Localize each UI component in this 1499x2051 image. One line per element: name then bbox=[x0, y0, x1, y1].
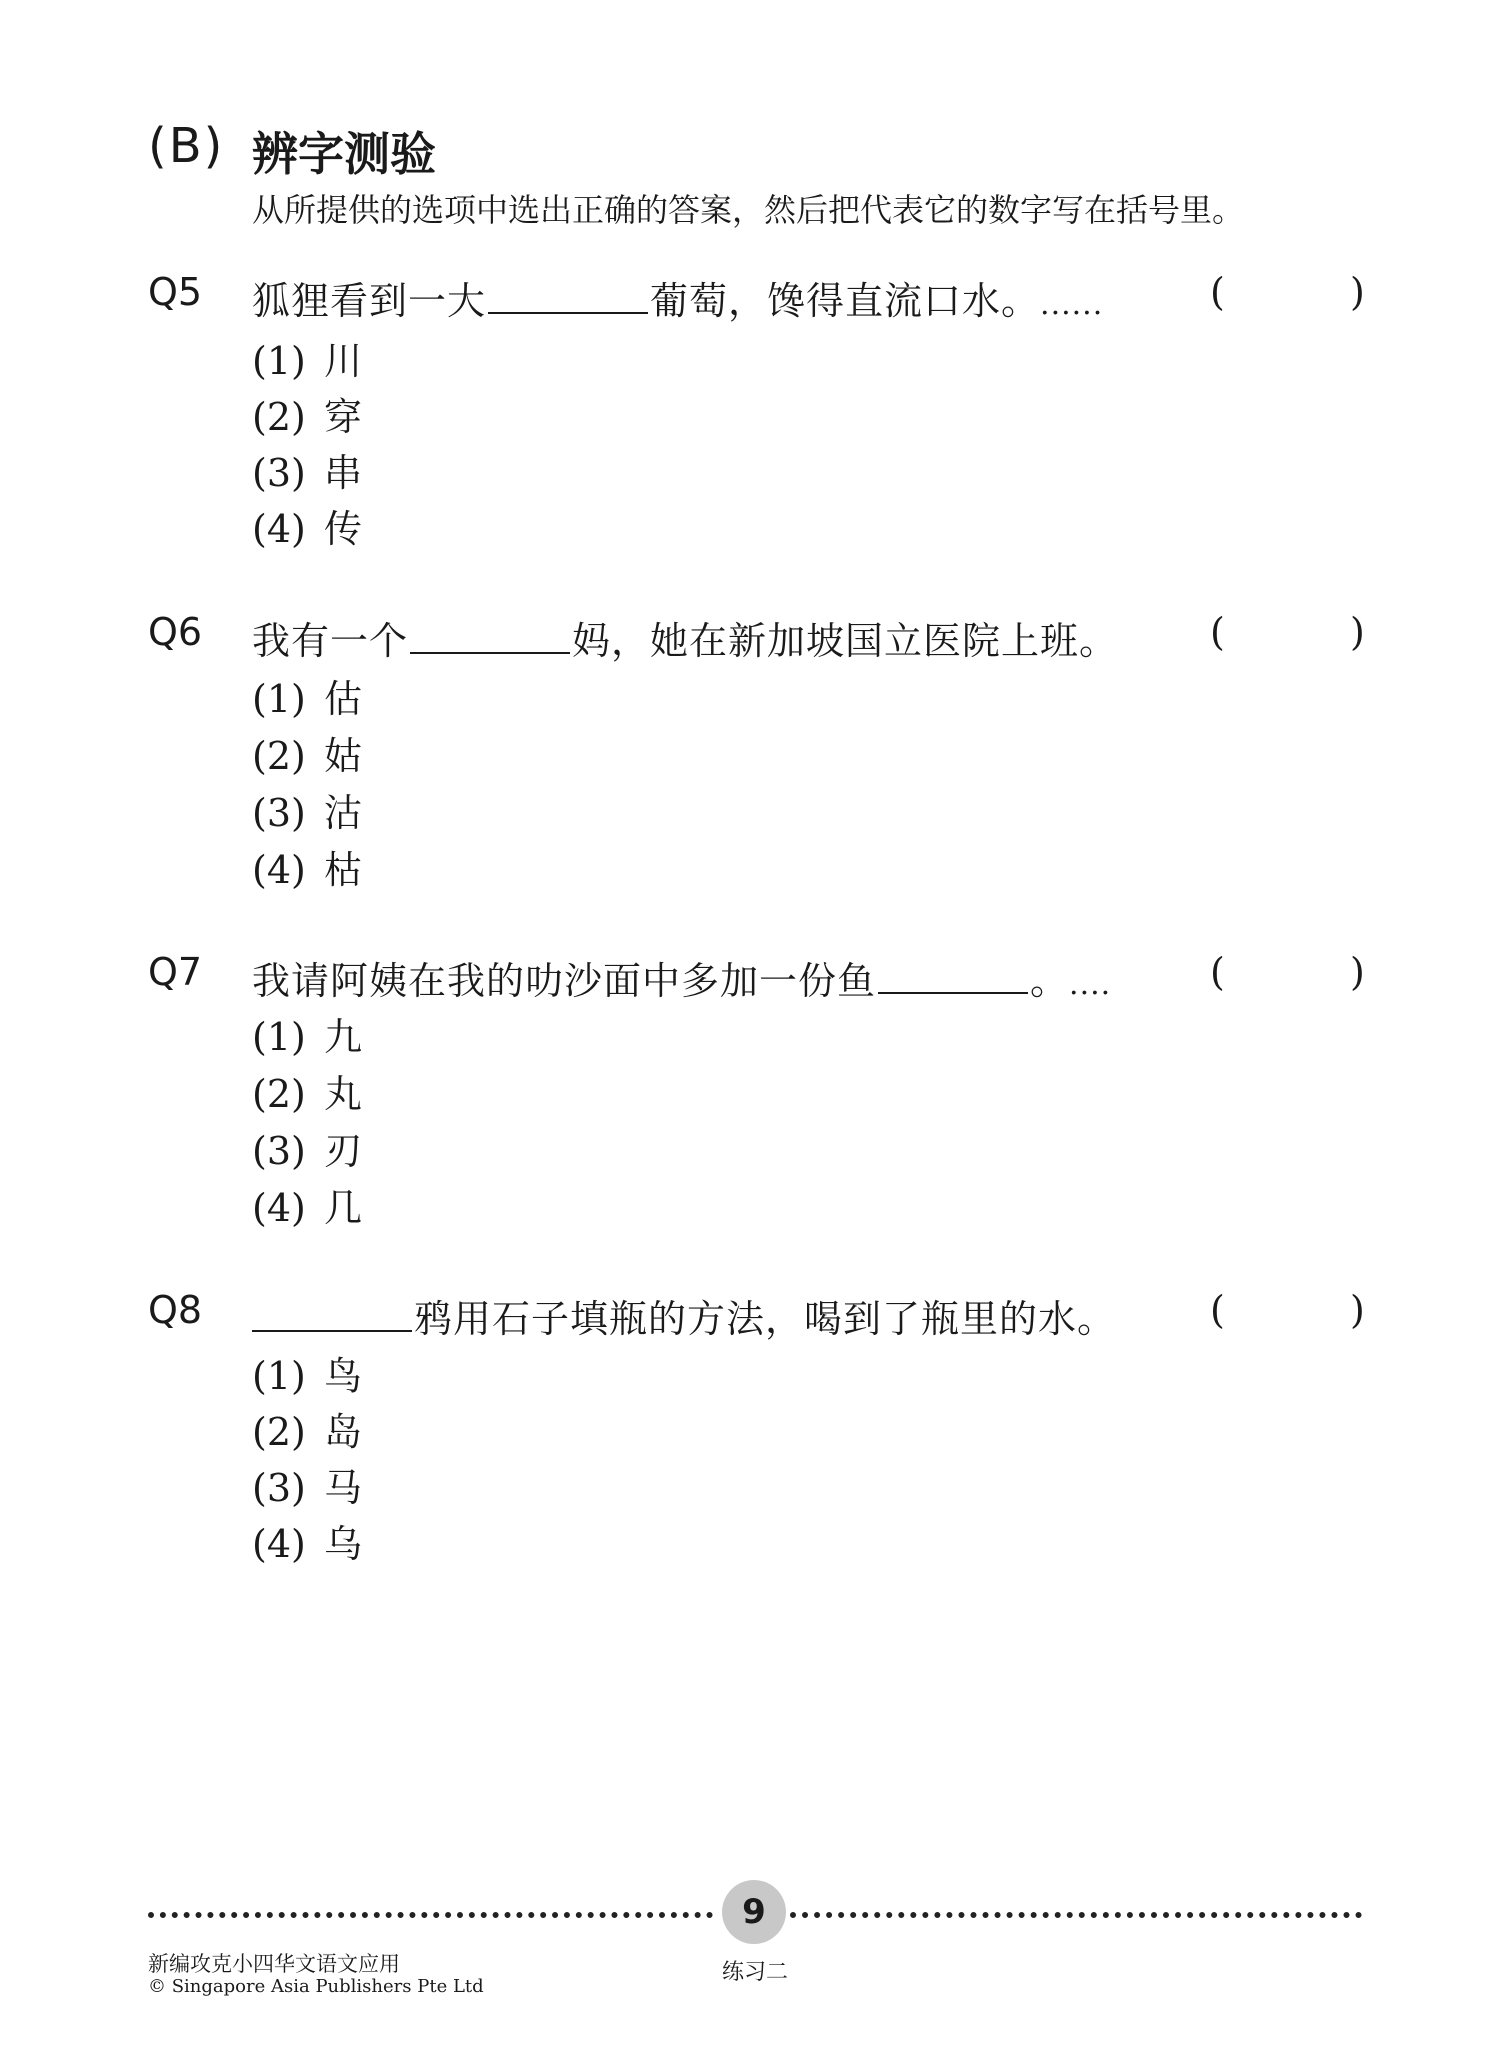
stem-before: 狐狸看到一大 bbox=[252, 279, 487, 323]
option bbox=[252, 1457, 362, 1512]
question-number: Q5 bbox=[148, 270, 203, 314]
option-number: (2) bbox=[252, 1072, 306, 1116]
answer-blank bbox=[488, 282, 648, 314]
option-number: (1) bbox=[252, 1015, 306, 1059]
option bbox=[252, 668, 362, 723]
option-number: (2) bbox=[252, 395, 306, 439]
stem-before: 我有一个 bbox=[252, 619, 409, 663]
option bbox=[252, 1401, 362, 1456]
option bbox=[252, 1345, 362, 1400]
option bbox=[252, 1513, 362, 1568]
option bbox=[252, 498, 362, 553]
option-number: (4) bbox=[252, 848, 306, 892]
option-text: 串 bbox=[324, 451, 363, 495]
stem-after: 葡萄，馋得直流口水。 bbox=[650, 279, 1041, 323]
stem-after: 。 bbox=[1030, 959, 1070, 1003]
answer-paren-open: ( bbox=[1210, 950, 1225, 994]
option bbox=[252, 782, 362, 837]
answer-paren-close: ) bbox=[1350, 950, 1365, 994]
question-number: Q7 bbox=[148, 950, 203, 994]
option-text: 丸 bbox=[324, 1072, 363, 1116]
stem-after: 妈，她在新加坡国立医院上班。 bbox=[572, 619, 1119, 663]
option-text: 刃 bbox=[324, 1129, 363, 1173]
page-number-badge: 9 bbox=[722, 1880, 786, 1944]
option bbox=[252, 839, 362, 894]
option-number: (1) bbox=[252, 1354, 306, 1398]
answer-paren-close: ) bbox=[1350, 1288, 1365, 1332]
option-number: (4) bbox=[252, 1522, 306, 1566]
option-text: 乌 bbox=[324, 1522, 363, 1566]
option bbox=[252, 330, 362, 385]
question-number: Q8 bbox=[148, 1288, 203, 1332]
option-number: (3) bbox=[252, 451, 306, 495]
option-text: 马 bbox=[324, 1466, 363, 1510]
answer-paren-close: ) bbox=[1350, 610, 1365, 654]
stem-after: 鸦用石子填瓶的方法，喝到了瓶里的水。 bbox=[414, 1297, 1117, 1341]
leader-dots: .... bbox=[1069, 967, 1112, 1002]
answer-paren-open: ( bbox=[1210, 1288, 1225, 1332]
option bbox=[252, 1006, 362, 1061]
option bbox=[252, 1120, 362, 1175]
footer-dotted-rule bbox=[790, 1912, 1362, 1918]
section-title: 辨字测验 bbox=[252, 127, 436, 181]
option-number: (4) bbox=[252, 507, 306, 551]
question-stem bbox=[252, 950, 1111, 1005]
option bbox=[252, 442, 362, 497]
option-number: (3) bbox=[252, 1129, 306, 1173]
option-number: (2) bbox=[252, 1410, 306, 1454]
option-number: (3) bbox=[252, 791, 306, 835]
question-stem bbox=[252, 270, 1103, 325]
option-number: (1) bbox=[252, 339, 306, 383]
option-number: (1) bbox=[252, 677, 306, 721]
book-title: 新编攻克小四华文语文应用 bbox=[148, 1952, 400, 1976]
option bbox=[252, 386, 362, 441]
answer-paren-open: ( bbox=[1210, 270, 1225, 314]
stem-before: 我请阿姨在我的叻沙面中多加一份鱼 bbox=[252, 959, 877, 1003]
option-text: 穿 bbox=[324, 395, 363, 439]
option bbox=[252, 725, 362, 780]
option-text: 估 bbox=[324, 677, 363, 721]
option bbox=[252, 1177, 362, 1232]
exercise-label: 练习二 bbox=[722, 1960, 789, 1985]
option-text: 九 bbox=[324, 1015, 363, 1059]
footer-dotted-rule bbox=[148, 1912, 713, 1918]
option-number: (4) bbox=[252, 1186, 306, 1230]
leader-dots: ...... bbox=[1040, 287, 1104, 322]
answer-blank bbox=[410, 622, 570, 654]
option-text: 岛 bbox=[324, 1410, 363, 1454]
option-number: (3) bbox=[252, 1466, 306, 1510]
question-stem bbox=[252, 1288, 1116, 1343]
copyright-notice: © Singapore Asia Publishers Pte Ltd bbox=[148, 1976, 484, 1997]
option-text: 鸟 bbox=[324, 1354, 363, 1398]
option-text: 川 bbox=[324, 339, 363, 383]
answer-paren-close: ) bbox=[1350, 270, 1365, 314]
question-stem bbox=[252, 610, 1118, 665]
answer-paren-open: ( bbox=[1210, 610, 1225, 654]
question-number: Q6 bbox=[148, 610, 203, 654]
option bbox=[252, 1063, 362, 1118]
option-number: (2) bbox=[252, 734, 306, 778]
answer-blank bbox=[252, 1300, 412, 1332]
option-text: 几 bbox=[324, 1186, 363, 1230]
section-label: (B) bbox=[148, 118, 225, 174]
option-text: 枯 bbox=[324, 848, 363, 892]
option-text: 姑 bbox=[324, 734, 363, 778]
answer-blank bbox=[878, 962, 1028, 994]
option-text: 传 bbox=[324, 507, 363, 551]
instructions: 从所提供的选项中选出正确的答案，然后把代表它的数字写在括号里。 bbox=[252, 191, 1245, 229]
option-text: 沽 bbox=[324, 791, 363, 835]
